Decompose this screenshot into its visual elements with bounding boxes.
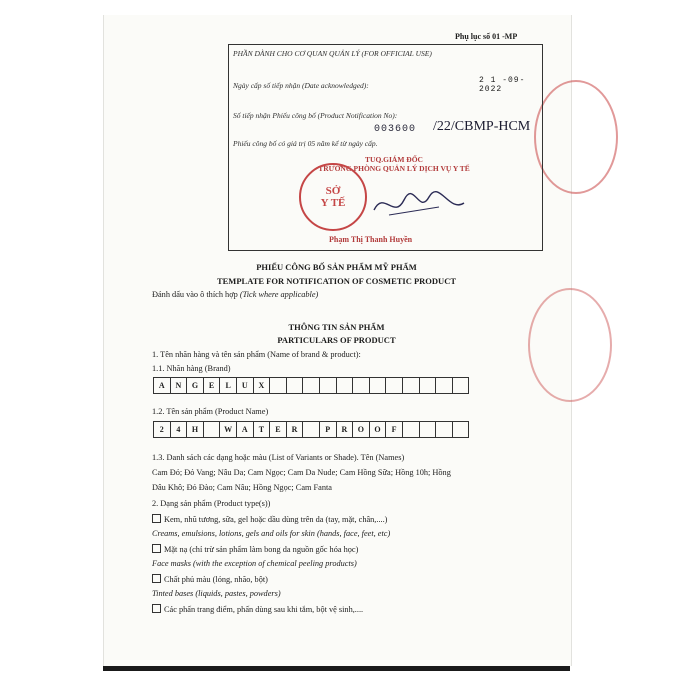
grid-cell bbox=[303, 377, 320, 394]
grid-cell: F bbox=[386, 421, 403, 438]
grid-cell bbox=[436, 377, 453, 394]
grid-cell bbox=[436, 421, 453, 438]
type-1-en: Creams, emulsions, lotions, gels and oils for skin (hands, face, feet, etc) bbox=[152, 529, 391, 538]
grid-cell bbox=[386, 377, 403, 394]
type-option-3[interactable] bbox=[152, 574, 268, 584]
variants-line-1: Cam Đỏ; Đỏ Vang; Nâu Da; Cam Ngọc; Cam Da Nude; Cam Hồng Sữa; Hồng 10h; Hồng bbox=[152, 468, 451, 477]
grid-cell bbox=[270, 377, 287, 394]
grid-cell bbox=[403, 377, 420, 394]
grid-cell bbox=[453, 377, 470, 394]
question-1-1: 1.1. Nhãn hàng (Brand) bbox=[152, 364, 231, 373]
official-seal bbox=[299, 163, 367, 231]
grid-cell bbox=[287, 377, 304, 394]
grid-cell: P bbox=[320, 421, 337, 438]
sign-title-1: TUQ.GIÁM ĐỐC bbox=[365, 155, 423, 164]
grid-cell bbox=[420, 377, 437, 394]
appendix-label: Phụ lục số 01 -MP bbox=[455, 32, 518, 41]
serial-number: 003600 bbox=[374, 124, 417, 135]
checkbox-type-4[interactable] bbox=[152, 604, 161, 613]
checkbox-type-3[interactable] bbox=[152, 574, 161, 583]
grid-cell: R bbox=[337, 421, 354, 438]
tick-vn: Đánh dấu vào ô thích hợp bbox=[152, 290, 238, 299]
grid-cell: T bbox=[254, 421, 271, 438]
type-3-vn: Chất phủ màu (lỏng, nhão, bột) bbox=[164, 575, 268, 584]
grid-cell: W bbox=[220, 421, 237, 438]
grid-cell bbox=[320, 377, 337, 394]
type-2-en: Face masks (with the exception of chemical peeling products) bbox=[152, 559, 357, 568]
section-title-vn: THÔNG TIN SẢN PHẨM bbox=[288, 322, 385, 332]
validity-text: Phiếu công bố có giá trị 05 năm kể từ ngày cấp. bbox=[233, 139, 378, 148]
product-grid bbox=[153, 421, 469, 438]
section-title-en: PARTICULARS OF PRODUCT bbox=[277, 335, 396, 345]
grid-cell: 2 bbox=[154, 421, 171, 438]
partial-seal-right-lower bbox=[528, 288, 612, 402]
title-vn: PHIẾU CÔNG BỐ SẢN PHẨM MỸ PHẨM bbox=[256, 262, 417, 272]
question-1-2: 1.2. Tên sản phẩm (Product Name) bbox=[152, 407, 269, 416]
grid-cell: X bbox=[254, 377, 271, 394]
grid-cell: E bbox=[204, 377, 221, 394]
sign-title-2: TRƯỞNG PHÒNG QUẢN LÝ DỊCH VỤ Y TẾ bbox=[318, 164, 470, 173]
type-3-en: Tinted bases (liquids, pastes, powders) bbox=[152, 589, 281, 598]
type-4-vn: Các phấn trang điểm, phấn dùng sau khi tắm, bột vệ sinh,.... bbox=[164, 605, 364, 614]
grid-cell: L bbox=[220, 377, 237, 394]
grid-cell: G bbox=[187, 377, 204, 394]
notification-code: /22/CBMP-HCM bbox=[433, 119, 531, 134]
date-label: Ngày cấp số tiếp nhận (Date acknowledged): bbox=[233, 81, 369, 90]
grid-cell: U bbox=[237, 377, 254, 394]
variants-line-2: Dâu Khô; Đỏ Đào; Cam Nâu; Hồng Ngọc; Cam Fanta bbox=[152, 483, 332, 492]
tick-instruction bbox=[152, 290, 318, 299]
grid-cell: H bbox=[187, 421, 204, 438]
grid-cell: A bbox=[154, 377, 171, 394]
bottom-edge bbox=[103, 666, 570, 671]
title-en: TEMPLATE FOR NOTIFICATION OF COSMETIC PRODUCT bbox=[216, 276, 457, 286]
grid-cell bbox=[303, 421, 320, 438]
signer-name: Phạm Thị Thanh Huyền bbox=[329, 235, 413, 244]
grid-cell bbox=[403, 421, 420, 438]
checkbox-type-1[interactable] bbox=[152, 514, 161, 523]
seal-line-2: Y TẾ bbox=[320, 197, 346, 209]
type-option-4[interactable] bbox=[152, 604, 363, 614]
grid-cell: 4 bbox=[171, 421, 188, 438]
grid-cell bbox=[337, 377, 354, 394]
number-label: Số tiếp nhận Phiếu công bố (Product Notification No): bbox=[233, 111, 398, 120]
type-2-vn: Mặt nạ (chỉ trừ sản phẩm làm bong da nguồn gốc hóa học) bbox=[164, 545, 359, 554]
grid-cell bbox=[353, 377, 370, 394]
seal-line-1: SỞ bbox=[325, 185, 341, 197]
grid-cell bbox=[204, 421, 221, 438]
grid-cell: O bbox=[353, 421, 370, 438]
type-option-2[interactable] bbox=[152, 544, 358, 554]
grid-cell bbox=[420, 421, 437, 438]
question-1-3: 1.3. Danh sách các dạng hoặc màu (List of Variants or Shade). Tên (Names) bbox=[152, 453, 405, 462]
official-heading: PHẦN DÀNH CHO CƠ QUAN QUẢN LÝ (FOR OFFICIAL USE) bbox=[233, 49, 432, 58]
partial-seal-right bbox=[534, 80, 618, 194]
question-1: 1. Tên nhãn hàng và tên sản phẩm (Name of brand & product): bbox=[152, 350, 361, 359]
grid-cell: O bbox=[370, 421, 387, 438]
brand-grid bbox=[153, 377, 469, 394]
signature bbox=[369, 185, 469, 225]
type-option-1[interactable] bbox=[152, 514, 387, 524]
grid-cell bbox=[453, 421, 470, 438]
grid-cell: N bbox=[171, 377, 188, 394]
date-stamp: 2 1 -09- 2022 bbox=[479, 76, 526, 94]
grid-cell bbox=[370, 377, 387, 394]
tick-en: (Tick where applicable) bbox=[239, 290, 319, 299]
question-2: 2. Dạng sản phẩm (Product type(s)) bbox=[152, 499, 271, 508]
grid-cell: E bbox=[270, 421, 287, 438]
checkbox-type-2[interactable] bbox=[152, 544, 161, 553]
grid-cell: R bbox=[287, 421, 304, 438]
grid-cell: A bbox=[237, 421, 254, 438]
official-use-box bbox=[228, 44, 543, 251]
type-1-vn: Kem, nhũ tương, sữa, gel hoặc dầu dùng trên da (tay, mặt, chân,....) bbox=[164, 515, 388, 524]
